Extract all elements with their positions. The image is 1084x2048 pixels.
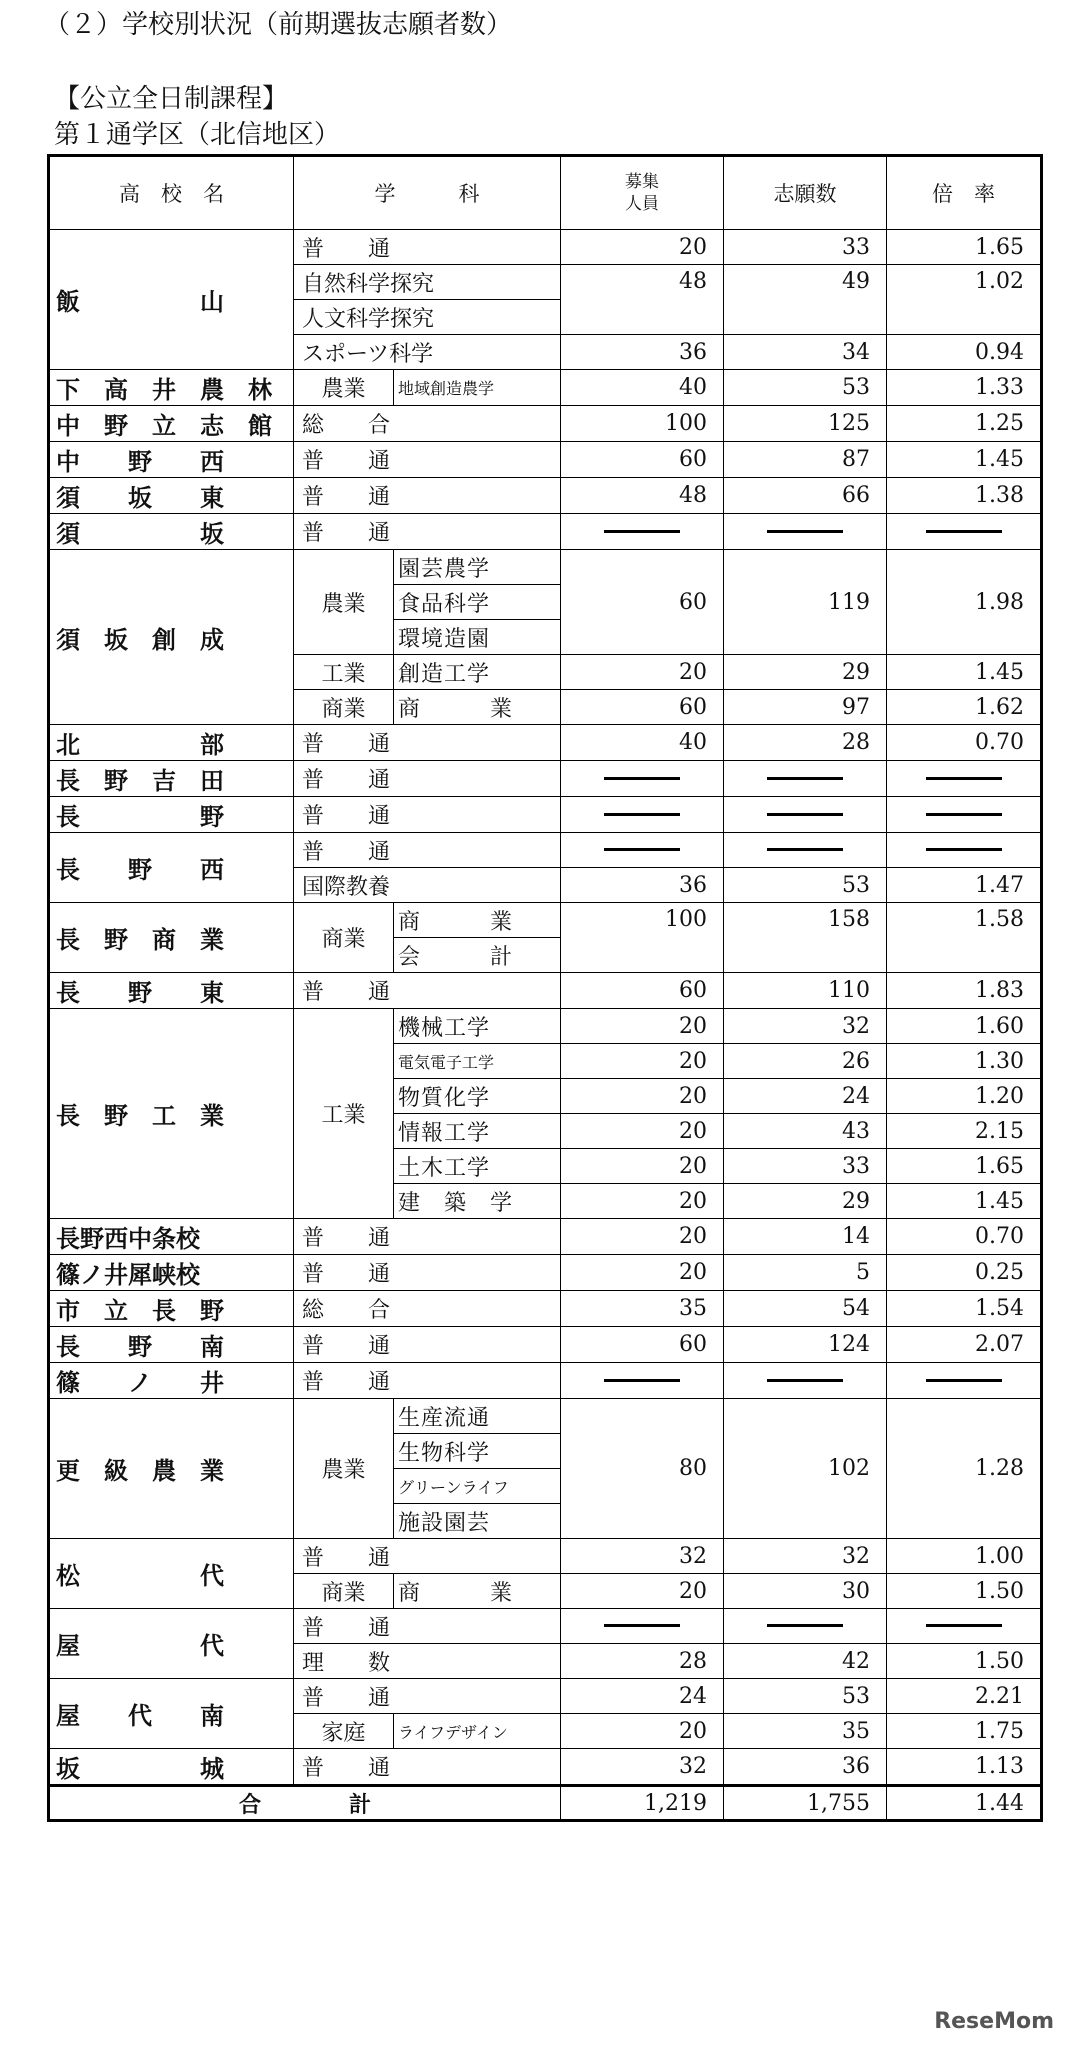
capacity-cell: 20: [561, 1574, 724, 1609]
dept-subject: 食品科学: [394, 585, 561, 620]
col-header-applicants: 志願数: [724, 156, 887, 230]
applicants-dash: [724, 1609, 887, 1644]
applicants-cell: 28: [724, 725, 887, 761]
dept-category: 商業: [294, 690, 394, 725]
col-header-ratio: 倍 率: [887, 156, 1042, 230]
applicants-cell: 43: [724, 1114, 887, 1149]
dept-subject: 建 築 学: [394, 1184, 561, 1219]
ratio-cell: 1.25: [887, 406, 1042, 442]
district-heading: 第１通学区（北信地区）: [54, 120, 341, 150]
dept-name: 普 通: [294, 1609, 561, 1644]
table-row: [49, 903, 1042, 938]
total-ratio: 1.44: [887, 1786, 1042, 1821]
dept-name: 普 通: [294, 1327, 561, 1363]
capacity-cell: 36: [561, 868, 724, 903]
table-row: [49, 1609, 1042, 1644]
school-name: 長 野 東: [49, 973, 294, 1009]
ratio-cell: 1.65: [887, 230, 1042, 265]
col-header-capacity: [561, 156, 724, 230]
dept-name: 人文科学探究: [294, 300, 561, 335]
dept-name: スポーツ科学: [294, 335, 561, 370]
total-capacity: 1,219: [561, 1786, 724, 1821]
applicants-cell: 14: [724, 1219, 887, 1255]
applicants-cell: 29: [724, 1184, 887, 1219]
applicants-cell: 54: [724, 1291, 887, 1327]
dept-category: 農業: [294, 550, 394, 655]
applicants-cell: 125: [724, 406, 887, 442]
school-name: 長 野 商 業: [49, 903, 294, 973]
ratio-cell: 0.70: [887, 725, 1042, 761]
capacity-cell: 20: [561, 230, 724, 265]
ratio-cell: 1.33: [887, 370, 1042, 406]
ratio-dash: [887, 514, 1042, 550]
table-row: [49, 973, 1042, 1009]
applicants-dash: [724, 1363, 887, 1399]
dept-name: 普 通: [294, 1539, 561, 1574]
dept-subject: 物質化学: [394, 1079, 561, 1114]
dept-subject: 会 計: [394, 938, 561, 973]
ratio-cell: 1.30: [887, 1044, 1042, 1079]
capacity-cell: 40: [561, 370, 724, 406]
capacity-cell: 60: [561, 550, 724, 655]
capacity-cell: 20: [561, 1114, 724, 1149]
capacity-cell: 20: [561, 1219, 724, 1255]
dept-name: 理 数: [294, 1644, 561, 1679]
school-name: 屋 代 南: [49, 1679, 294, 1749]
school-name: 中 野 立 志 館: [49, 406, 294, 442]
dept-name: 普 通: [294, 1255, 561, 1291]
applicants-cell: 5: [724, 1255, 887, 1291]
applicants-dash: [724, 833, 887, 868]
applicants-cell: 102: [724, 1399, 887, 1539]
dept-subject: 生産流通: [394, 1399, 561, 1434]
capacity-cell: 24: [561, 1679, 724, 1714]
applicants-cell: 35: [724, 1714, 887, 1749]
ratio-cell: 2.07: [887, 1327, 1042, 1363]
table-row: [49, 761, 1042, 797]
dept-name: 普 通: [294, 514, 561, 550]
applicants-dash: [724, 761, 887, 797]
dept-subject: グリーンライフ: [394, 1469, 561, 1504]
capacity-cell: 80: [561, 1399, 724, 1539]
applicants-cell: 53: [724, 868, 887, 903]
dept-subject: 商 業: [394, 690, 561, 725]
school-name: 長 野 吉 田: [49, 761, 294, 797]
total-label: 合 計: [49, 1786, 561, 1821]
dept-subject: 商 業: [394, 1574, 561, 1609]
table-row: [49, 797, 1042, 833]
dept-name: 普 通: [294, 1749, 561, 1786]
table-row: [49, 1749, 1042, 1786]
dept-name: 普 通: [294, 725, 561, 761]
dept-category: 農業: [294, 1399, 394, 1539]
capacity-cell: 100: [561, 406, 724, 442]
school-name: 篠ノ井犀峡校: [49, 1255, 294, 1291]
capacity-cell: 28: [561, 1644, 724, 1679]
ratio-cell: 1.83: [887, 973, 1042, 1009]
table-row: [49, 1679, 1042, 1714]
dept-subject: 環境造園: [394, 620, 561, 655]
dept-subject: 情報工学: [394, 1114, 561, 1149]
capacity-cell: 20: [561, 1079, 724, 1114]
ratio-cell: 1.50: [887, 1574, 1042, 1609]
dept-subject: 機械工学: [394, 1009, 561, 1044]
school-name: 下 高 井 農 林: [49, 370, 294, 406]
col-header-capacity-line2: 人員: [625, 194, 659, 214]
ratio-cell: 1.45: [887, 655, 1042, 690]
capacity-cell: 60: [561, 442, 724, 478]
school-name: 篠 ノ 井: [49, 1363, 294, 1399]
dept-name: 普 通: [294, 797, 561, 833]
capacity-cell: 20: [561, 1009, 724, 1044]
capacity-cell: 32: [561, 1749, 724, 1786]
applicants-cell: 32: [724, 1009, 887, 1044]
capacity-cell: 40: [561, 725, 724, 761]
table-row: [49, 833, 1042, 868]
capacity-cell: 35: [561, 1291, 724, 1327]
capacity-cell: 32: [561, 1539, 724, 1574]
school-name: 坂 城: [49, 1749, 294, 1786]
applicants-cell: 34: [724, 335, 887, 370]
table-row: [49, 725, 1042, 761]
ratio-cell: 1.75: [887, 1714, 1042, 1749]
school-name: 屋 代: [49, 1609, 294, 1679]
ratio-cell: 1.00: [887, 1539, 1042, 1574]
dept-name: 普 通: [294, 1363, 561, 1399]
ratio-dash: [887, 1609, 1042, 1644]
table-header-row: [49, 156, 1042, 230]
school-name: 長野西中条校: [49, 1219, 294, 1255]
dept-name: 普 通: [294, 1679, 561, 1714]
capacity-dash: [561, 833, 724, 868]
applicants-dash: [724, 797, 887, 833]
capacity-cell: 48: [561, 265, 724, 335]
applicants-cell: 33: [724, 230, 887, 265]
dept-name: 普 通: [294, 1219, 561, 1255]
ratio-cell: 1.45: [887, 442, 1042, 478]
capacity-cell: 20: [561, 1184, 724, 1219]
ratio-dash: [887, 833, 1042, 868]
applicants-cell: 53: [724, 370, 887, 406]
total-applicants: 1,755: [724, 1786, 887, 1821]
ratio-cell: 0.94: [887, 335, 1042, 370]
col-header-school: 高 校 名: [49, 156, 294, 230]
dept-name: 普 通: [294, 478, 561, 514]
table-row: [49, 1539, 1042, 1574]
dept-subject: 創造工学: [394, 655, 561, 690]
dept-name: 普 通: [294, 230, 561, 265]
applicants-cell: 66: [724, 478, 887, 514]
table-row: [49, 1255, 1042, 1291]
table-row: [49, 478, 1042, 514]
dept-subject: 施設園芸: [394, 1504, 561, 1539]
resemom-logo: ReseMom: [934, 2009, 1054, 2034]
applicants-cell: 26: [724, 1044, 887, 1079]
applicants-cell: 53: [724, 1679, 887, 1714]
applicants-cell: 119: [724, 550, 887, 655]
dept-name: 普 通: [294, 973, 561, 1009]
school-name: 市 立 長 野: [49, 1291, 294, 1327]
applicants-cell: 32: [724, 1539, 887, 1574]
capacity-cell: 20: [561, 1044, 724, 1079]
dept-name: 国際教養: [294, 868, 561, 903]
capacity-cell: 20: [561, 1149, 724, 1184]
capacity-cell: 20: [561, 1714, 724, 1749]
applicants-cell: 158: [724, 903, 887, 973]
dept-name: 普 通: [294, 442, 561, 478]
dept-category: 工業: [294, 655, 394, 690]
table-row: [49, 1327, 1042, 1363]
dept-category: 商業: [294, 1574, 394, 1609]
dept-category: 工業: [294, 1009, 394, 1219]
capacity-cell: 20: [561, 655, 724, 690]
capacity-cell: 60: [561, 690, 724, 725]
ratio-cell: 1.20: [887, 1079, 1042, 1114]
capacity-cell: 48: [561, 478, 724, 514]
ratio-cell: 1.02: [887, 265, 1042, 335]
school-name: 飯 山: [49, 230, 294, 370]
applicants-cell: 29: [724, 655, 887, 690]
table-row: [49, 406, 1042, 442]
applicants-cell: 110: [724, 973, 887, 1009]
total-row: [49, 1786, 1042, 1821]
dept-name: 自然科学探究: [294, 265, 561, 300]
table-row: [49, 1399, 1042, 1434]
capacity-cell: 20: [561, 1255, 724, 1291]
ratio-cell: 1.65: [887, 1149, 1042, 1184]
applicants-dash: [724, 514, 887, 550]
ratio-cell: 2.21: [887, 1679, 1042, 1714]
school-name: 長 野 工 業: [49, 1009, 294, 1219]
dept-subject: 地域創造農学: [394, 370, 561, 406]
capacity-dash: [561, 1363, 724, 1399]
ratio-cell: 0.70: [887, 1219, 1042, 1255]
applicants-cell: 87: [724, 442, 887, 478]
applicants-cell: 49: [724, 265, 887, 335]
capacity-cell: 100: [561, 903, 724, 973]
table-row: [49, 1363, 1042, 1399]
applicants-cell: 24: [724, 1079, 887, 1114]
dept-category: 農業: [294, 370, 394, 406]
capacity-dash: [561, 761, 724, 797]
applicants-cell: 30: [724, 1574, 887, 1609]
dept-subject: 商 業: [394, 903, 561, 938]
capacity-dash: [561, 797, 724, 833]
ratio-cell: 1.13: [887, 1749, 1042, 1786]
school-name: 須 坂 創 成: [49, 550, 294, 725]
capacity-cell: 36: [561, 335, 724, 370]
capacity-cell: 60: [561, 973, 724, 1009]
dept-subject: 土木工学: [394, 1149, 561, 1184]
ratio-dash: [887, 1363, 1042, 1399]
applicants-cell: 33: [724, 1149, 887, 1184]
dept-name: 普 通: [294, 833, 561, 868]
dept-name: 総 合: [294, 406, 561, 442]
dept-subject: 生物科学: [394, 1434, 561, 1469]
dept-name: 普 通: [294, 761, 561, 797]
applicants-cell: 124: [724, 1327, 887, 1363]
ratio-cell: 1.38: [887, 478, 1042, 514]
applicants-table: [47, 154, 1043, 1822]
school-name: 北 部: [49, 725, 294, 761]
table-row: [49, 1009, 1042, 1044]
ratio-cell: 2.15: [887, 1114, 1042, 1149]
ratio-cell: 0.25: [887, 1255, 1042, 1291]
capacity-cell: 60: [561, 1327, 724, 1363]
page-title: （２）学校別状況（前期選抜志願者数）: [44, 10, 513, 40]
school-name: 松 代: [49, 1539, 294, 1609]
ratio-cell: 1.28: [887, 1399, 1042, 1539]
table-row: [49, 370, 1042, 406]
ratio-cell: 1.98: [887, 550, 1042, 655]
school-name: 長 野 西: [49, 833, 294, 903]
dept-subject: 園芸農学: [394, 550, 561, 585]
ratio-dash: [887, 797, 1042, 833]
ratio-cell: 1.54: [887, 1291, 1042, 1327]
ratio-cell: 1.62: [887, 690, 1042, 725]
ratio-cell: 1.47: [887, 868, 1042, 903]
ratio-cell: 1.58: [887, 903, 1042, 973]
applicants-cell: 36: [724, 1749, 887, 1786]
ratio-dash: [887, 761, 1042, 797]
dept-category: 家庭: [294, 1714, 394, 1749]
applicants-cell: 97: [724, 690, 887, 725]
school-name: 須 坂: [49, 514, 294, 550]
school-name: 長 野 南: [49, 1327, 294, 1363]
dept-name: 総 合: [294, 1291, 561, 1327]
capacity-dash: [561, 1609, 724, 1644]
table-row: [49, 514, 1042, 550]
table-row: [49, 550, 1042, 585]
col-header-dept: 学 科: [294, 156, 561, 230]
table-row: [49, 230, 1042, 265]
ratio-cell: 1.45: [887, 1184, 1042, 1219]
table-row: [49, 1291, 1042, 1327]
col-header-capacity-line1: 募集: [625, 172, 659, 192]
ratio-cell: 1.50: [887, 1644, 1042, 1679]
school-name: 長 野: [49, 797, 294, 833]
dept-category: 商業: [294, 903, 394, 973]
table-row: [49, 442, 1042, 478]
applicants-cell: 42: [724, 1644, 887, 1679]
school-name: 中 野 西: [49, 442, 294, 478]
course-heading: 【公立全日制課程】: [54, 84, 289, 114]
table-row: [49, 1219, 1042, 1255]
capacity-dash: [561, 514, 724, 550]
school-name: 更 級 農 業: [49, 1399, 294, 1539]
dept-subject: 電気電子工学: [394, 1044, 561, 1079]
ratio-cell: 1.60: [887, 1009, 1042, 1044]
school-name: 須 坂 東: [49, 478, 294, 514]
dept-subject: ライフデザイン: [394, 1714, 561, 1749]
